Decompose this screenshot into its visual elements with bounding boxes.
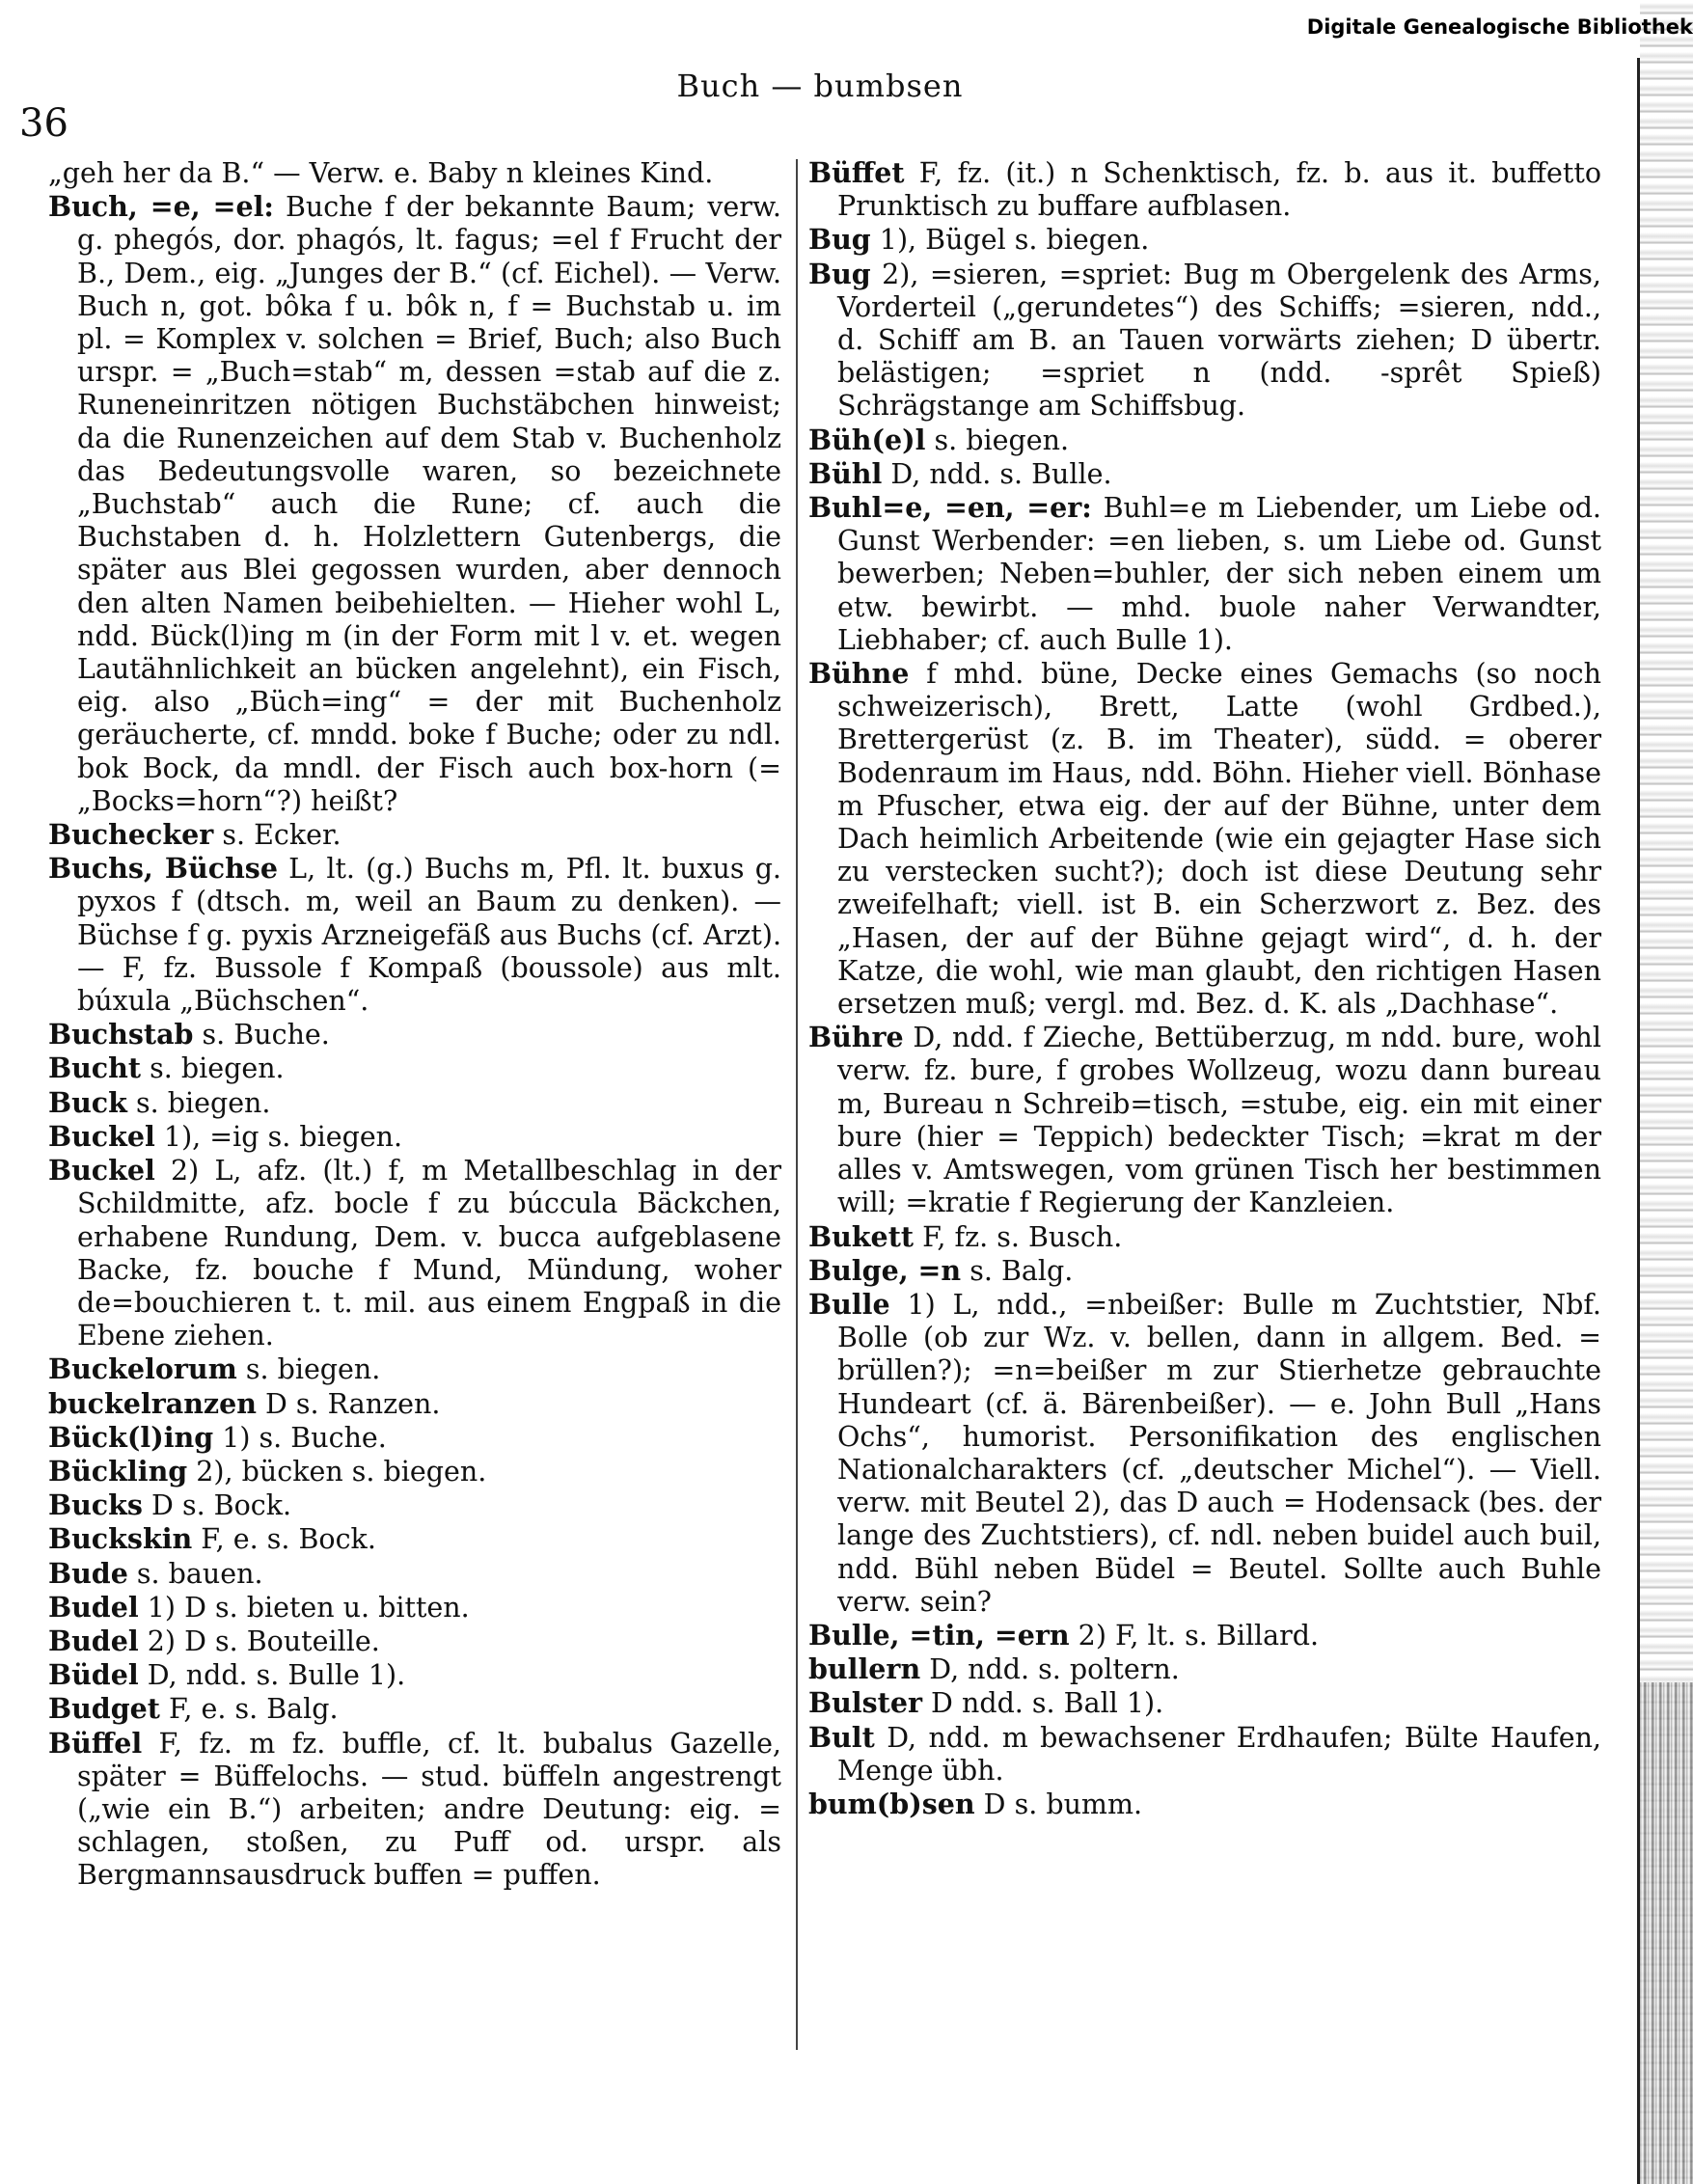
entry-text: s. bauen. [127,1557,263,1590]
column-right [808,156,1601,1821]
watermark: Digitale Genealogische Bibliothek [1306,15,1693,39]
entry-text: D s. Bock. [142,1489,292,1522]
entry-headword: Bude [48,1556,128,1590]
entry-text: s. biegen. [126,1086,271,1119]
entry-headword: Bückling [48,1454,188,1488]
entry-text: 2), =sieren, =spriet: Bug m Obergelenk des Arms, Vorderteil („gerundetes“) des Schiffs; =sieren, ndd., d. Schiff am B. an Tauen vorwärts ziehen; D übertr. belästigen; =spriet n (ndd. -sprêt Spieß) Schrägstange am Schiffsbug. [837,258,1601,423]
dictionary-entry [48,190,781,818]
column-left [48,156,781,1893]
entry-text: 2) D s. Bouteille. [138,1624,380,1657]
dictionary-entry [48,1051,781,1085]
entry-headword: Buckel [48,1119,155,1153]
entry-headword: Bulge, =n [808,1253,962,1287]
entry-text: F, fz. s. Busch. [914,1220,1123,1253]
entry-headword: Buck [48,1085,127,1119]
page-number: 36 [19,101,68,146]
dictionary-entry [48,1018,781,1051]
entry-headword: Budel [48,1624,139,1657]
dictionary-entry [808,223,1601,257]
dictionary-entry [808,491,1601,657]
entry-text: F, e. s. Balg. [159,1693,339,1726]
dictionary-entry [48,1086,781,1120]
dictionary-entry [808,1686,1601,1720]
entry-headword: Buckel [48,1154,155,1188]
entry-headword: Buckelorum [48,1352,237,1386]
entry-headword: Buckskin [48,1522,193,1556]
entry-headword: Buch, =e, =el: [48,190,274,224]
dictionary-entry [808,258,1601,423]
dictionary-entry [48,1488,781,1522]
entry-headword: Budget [48,1692,160,1726]
entry-text: D, ndd. s. Bulle 1). [138,1659,406,1692]
dictionary-entry [48,1421,781,1455]
dictionary-entry [808,1652,1601,1686]
dictionary-entry [808,1288,1601,1619]
dictionary-entry [48,1352,781,1386]
entry-text: D, ndd. m bewachsener Erdhaufen; Bülte Haufen, Menge übh. [837,1721,1601,1787]
entry-text: 1) s. Buche. [213,1421,387,1454]
dictionary-entry [808,457,1601,491]
dictionary-entry [48,1658,781,1692]
entry-headword: Büffel [48,1726,143,1760]
dictionary-entry [48,156,781,190]
entry-text: s. biegen. [236,1353,381,1386]
dictionary-entry [48,1727,781,1893]
dictionary-entry [808,1721,1601,1788]
entry-headword: Bug [808,257,871,290]
dictionary-entry [48,1154,781,1352]
entry-text: 1) D s. bieten u. bitten. [138,1591,470,1624]
entry-text: 2) L, afz. (lt.) f, m Metallbeschlag in der Schildmitte, afz. bocle f zu búccula Bäckchen, erhabene Rundung, Dem. v. bucca aufgeblasene Backe, fz. bouche f Mund, Mündung, woher de=bouchieren t. t. mil. aus einem Engpaß in die Ebene ziehen. [77,1155,781,1352]
entry-headword: Büffet [808,156,905,189]
entry-text: D, ndd. s. poltern. [920,1653,1180,1686]
dictionary-entry [808,423,1601,457]
entry-text: F, fz. m fz. buffle, cf. lt. bubalus Gazelle, später = Büffelochs. — stud. büffeln angestrengt („wie ein B.“) arbeiten; andre Deutung: eig. = schlagen, stoßen, zu Puff od. urspr. als Bergmannsausdruck buffen = puffen. [77,1727,781,1892]
entry-headword: Bult [808,1720,875,1754]
entry-text: D, ndd. s. Bulle. [882,457,1112,490]
dictionary-entry [48,1557,781,1591]
entry-headword: Bulle, =tin, =ern [808,1618,1070,1652]
entry-headword: Büdel [48,1658,139,1692]
entry-headword: buckelranzen [48,1386,257,1420]
column-divider [796,159,798,2050]
dictionary-entry [808,156,1601,223]
entry-text: 1), =ig s. biegen. [154,1120,403,1153]
dictionary-entry [808,1619,1601,1652]
entry-text: D ndd. s. Ball 1). [922,1687,1164,1720]
entry-headword: Bühl [808,456,883,490]
entry-headword: Bucht [48,1051,142,1085]
entry-text: „geh her da B.“ — Verw. e. Baby n kleines Kind. [48,157,714,189]
dictionary-entry [48,1624,781,1658]
entry-headword: Bühne [808,657,910,691]
entry-headword: Buchstab [48,1018,194,1051]
dictionary-entry [48,1455,781,1488]
scan-edge-shadow [1640,1682,1693,2184]
entry-headword: Bulle [808,1287,890,1321]
entry-text: F, fz. (it.) n Schenktisch, fz. b. aus it. buffetto Prunktisch zu buffare aufblasen. [837,157,1601,223]
entry-text: Buche f der bekannte Baum; verw. g. phegós, dor. phagós, lt. fagus; =el f Frucht der B., Dem., eig. „Junges der B.“ (cf. Eichel). — Verw. Buch n, got. bôka f u. bôk n, f = Buchstab u. im pl. = Komplex v. solchen = Brief, Buch; also Buch urspr. = „Buch=stab“ m, dessen =stab auf die z. Runeneinritzen nötigen Buchstäbchen hinweist; da die Runenzeichen auf dem Stab v. Buchenholz das Bedeutungsvolle waren, so bezeichnete „Buchstab“ auch die Rune; cf. auch die Buchstaben d. h. Holzlettern Gutenbergs, die später aus Blei gegossen wurden, aber dennoch den alten Namen beibehielten. — Hieher wohl L, ndd. Bück(l)ing m (in der Form mit l v. et. wegen Lautähnlichkeit an bücken angelehnt), ein Fisch, eig. also „Büch=ing“ = der mit Buchenholz geräucherte, cf. mndd. boke f Buche; oder zu ndl. bok Bock, da mndl. der Fisch auch box-horn (= „Bocks=horn“?) heißt? [77,191,781,817]
running-head: Buch — bumbsen [676,68,964,104]
entry-text: Buhl=e m Liebender, um Liebe od. Gunst Werbender: =en lieben, s. um Liebe od. Gunst bewerben; Neben=buhler, der sich neben einem um etw. bewirbt. — mhd. buole naher Verwandter, Liebhaber; cf. auch Bulle 1). [837,492,1601,656]
entry-text: s. biegen. [925,423,1070,456]
entry-headword: Buchecker [48,818,214,852]
dictionary-entry [48,1522,781,1556]
entry-text: 1) L, ndd., =nbeißer: Bulle m Zuchtstier, Nbf. Bolle (ob zur Wz. v. bellen, dann in allgem. Bed. = brüllen?); =n=beißer m zur Stierhetze gebrauchte Hundeart (cf. ä. Bärenbeißer). — e. John Bull „Hans Ochs“, humorist. Personifikation des englischen Nationalcharakters (cf. „deutscher Michel“). — Viell. verw. mit Beutel 2), das D auch = Hodensack (bes. der lange des Zuchtstiers), cf. ndl. neben buidel auch buil, ndd. Bühl neben Büdel = Beutel. Sollte auch Buhle verw. sein? [837,1288,1601,1618]
entry-text: s. Balg. [961,1254,1074,1287]
entry-text: L, lt. (g.) Buchs m, Pfl. lt. buxus g. pyxos f (dtsch. m, weil an Baum zu denken). — Büchse f g. pyxis Arzneigefäß aus Buchs (cf. Arzt). — F, fz. Bussole f Kompaß (boussole) aus mlt. búxula „Büchschen“. [77,853,781,1018]
entry-headword: Buhl=e, =en, =er: [808,491,1092,525]
entry-text: D s. bumm. [974,1788,1143,1820]
dictionary-entry [48,1387,781,1421]
dictionary-entry [48,1692,781,1726]
entry-text: s. Buche. [193,1019,330,1051]
entry-headword: bum(b)sen [808,1787,975,1820]
entry-text: s. Ecker. [213,819,341,852]
page-edge-line [1637,58,1640,2184]
entry-headword: Bukett [808,1219,915,1253]
dictionary-entry [808,1220,1601,1254]
entry-text: f mhd. büne, Decke eines Gemachs (so noch schweizerisch), Brett, Latte (wohl Grdbed.), Brettergerüst (z. B. im Theater), südd. = oberer Bodenraum im Haus, ndd. Böhn. Hieher viell. Bönhase m Pfuscher, etwa eig. der auf der Bühne, unter dem Dach heimlich Arbeitende (wie ein gejagter Hase sich zu verstecken sucht?); doch ist diese Deutung sehr zweifelhaft; viell. ist B. ein Scherzwort z. Bez. des „Hasen, der auf der Bühne gejagt wird“, d. h. der Katze, die wohl, wie man glaubt, den richtigen Hasen ersetzen muß; vergl. md. Bez. d. K. als „Dachhase“. [837,658,1601,1021]
entry-headword: Bucks [48,1488,143,1522]
dictionary-entry [48,1591,781,1624]
entry-text: D, ndd. f Zieche, Bettüberzug, m ndd. bure, wohl verw. fz. bure, f grobes Wollzeug, wozu dann bureau m, Bureau n Schreib=tisch, =stube, eig. ein mit einer bure (hier = Teppich) bedeckter Tisch; =krat m der alles v. Amtswegen, vom grünen Tisch her bestimmen will; =kratie f Regierung der Kanzleien. [837,1022,1601,1219]
entry-headword: bullern [808,1652,921,1686]
entry-text: D s. Ranzen. [256,1387,441,1420]
dictionary-entry [48,852,781,1018]
entry-headword: Bulster [808,1686,922,1720]
entry-headword: Bühre [808,1021,904,1054]
entry-text: 1), Bügel s. biegen. [870,224,1150,257]
dictionary-entry [808,1254,1601,1288]
entry-text: 2) F, lt. s. Billard. [1069,1619,1320,1652]
entry-headword: Büh(e)l [808,423,926,456]
dictionary-entry [808,657,1601,1021]
entry-text: 2), bücken s. biegen. [187,1455,487,1488]
dictionary-entry [48,1120,781,1154]
entry-headword: Bück(l)ing [48,1420,214,1454]
dictionary-entry [808,1788,1601,1821]
entry-headword: Buchs, Büchse [48,852,278,886]
entry-text: F, e. s. Bock. [192,1523,376,1556]
entry-text: s. biegen. [141,1052,285,1085]
entry-headword: Budel [48,1590,139,1624]
entry-headword: Bug [808,223,871,257]
dictionary-entry [808,1021,1601,1219]
dictionary-entry [48,818,781,852]
